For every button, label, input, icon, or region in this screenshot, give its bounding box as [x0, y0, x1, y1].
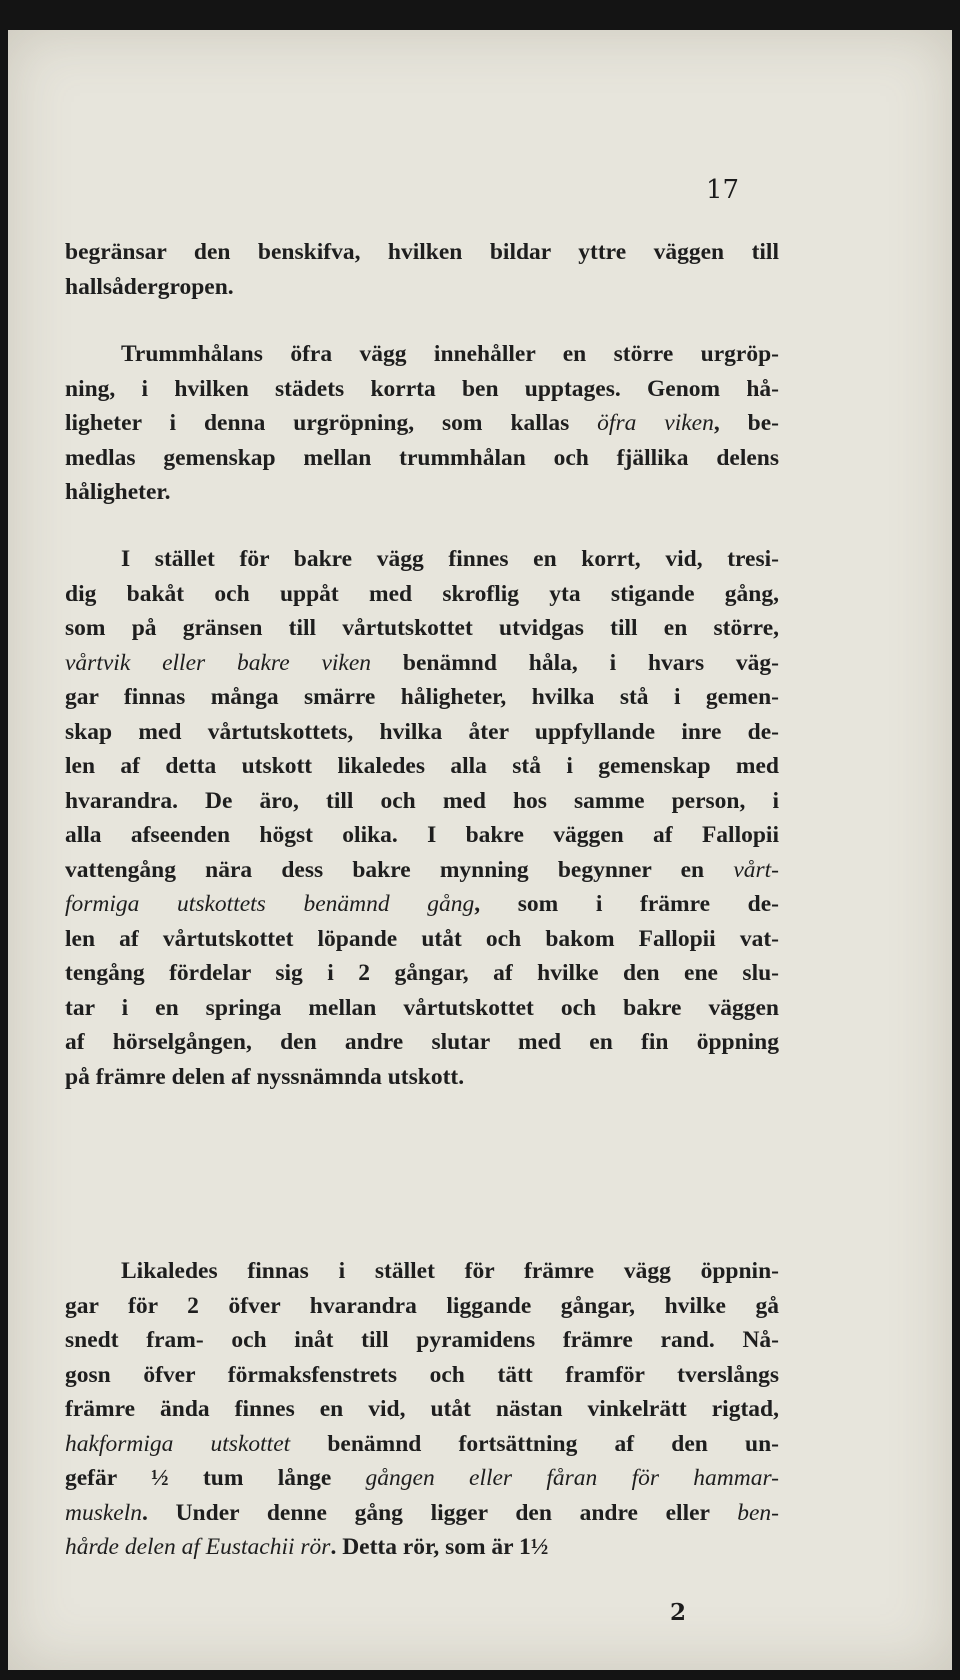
- text-line: [65, 441, 779, 476]
- italic-term: vårt-: [733, 856, 779, 883]
- text-run: tar i en springa mellan vårtutskottet och bakre väggen: [65, 994, 779, 1021]
- text-run: ning, i hvilken städets korrta ben upptages. Genom hå-: [65, 375, 779, 402]
- text-run: af hörselgången, den andre slutar med en fin öppning: [65, 1029, 779, 1055]
- paragraph-3: [65, 542, 779, 1094]
- italic-term: vårtvik eller bakre viken: [65, 649, 372, 676]
- text-run: benämnd fortsättning af den un-: [290, 1430, 779, 1457]
- text-run: håligheter.: [65, 479, 171, 505]
- text-run: . Detta rör, som är 1½: [330, 1534, 549, 1560]
- text-run: dig bakåt och uppåt med skroflig yta stigande gång,: [65, 580, 779, 607]
- text-run: gar för 2 öfver hvarandra liggande gångar, hvilke gå: [65, 1292, 779, 1319]
- text-run: tengång fördelar sig i 2 gångar, af hvilke den ene slu-: [65, 960, 779, 986]
- text-run: skap med vårtutskottets, hvilka åter uppfyllande inre de-: [65, 718, 779, 745]
- paragraph-1: [65, 235, 779, 304]
- text-line: [65, 1358, 779, 1393]
- text-run: vattengång nära dess bakre mynning begynner en: [65, 856, 734, 883]
- text-line: [65, 542, 779, 577]
- text-line: [65, 1060, 779, 1095]
- italic-term: muskeln: [65, 1499, 143, 1526]
- text-line: [65, 1496, 779, 1531]
- italic-term: hårde delen af Eustachii rör: [65, 1534, 331, 1560]
- text-line: [65, 646, 779, 681]
- text-run: Trummhålans öfra vägg innehåller en större urgröp-: [121, 341, 779, 367]
- text-line: [65, 991, 779, 1026]
- text-line: [65, 1025, 779, 1060]
- text-run: snedt fram- och inåt till pyramidens främre rand. Nå-: [65, 1327, 779, 1353]
- text-run: som på gränsen till vårtutskottet utvidgas till en större,: [65, 615, 779, 641]
- text-line: [65, 577, 779, 612]
- text-run: , som i främre de-: [474, 891, 780, 917]
- text-run: Likaledes finnas i stället för främre vägg öppnin-: [121, 1258, 779, 1284]
- text-run: alla afseenden högst olika. I bakre väggen af Fallopii: [65, 822, 779, 848]
- page-number: 17: [706, 175, 740, 205]
- text-run: len af detta utskott likaledes alla stå i gemenskap med: [65, 753, 779, 779]
- paragraph-2: [65, 337, 779, 510]
- text-run: len af vårtutskottet löpande utåt och bakom Fallopii vat-: [65, 925, 779, 952]
- text-line: [65, 235, 779, 270]
- text-line: [65, 887, 779, 922]
- text-line: [65, 1323, 779, 1358]
- text-line: [65, 680, 779, 715]
- text-line: [65, 784, 779, 819]
- text-line: [65, 1254, 779, 1289]
- text-run: hvarandra. De äro, till och med hos samme person, i: [65, 787, 779, 814]
- text-run: gosn öfver förmaksfenstrets och tätt framför tverslångs: [65, 1361, 779, 1388]
- text-run: benämnd håla, i hvars väg-: [371, 649, 780, 676]
- book-page: [8, 30, 952, 1670]
- text-line: [65, 337, 779, 372]
- paragraph-4: [65, 1254, 779, 1565]
- signature-mark: 2: [670, 1599, 687, 1626]
- italic-term: formiga utskottets benämnd gång: [65, 891, 475, 917]
- text-run: gefär ½ tum långe: [65, 1465, 366, 1491]
- text-run: begränsar den benskifva, hvilken bildar yttre väggen till: [65, 239, 779, 265]
- italic-term: ben-: [737, 1499, 779, 1526]
- text-line: [65, 1289, 779, 1324]
- text-line: [65, 1461, 779, 1496]
- italic-term: hakformiga utskottet: [65, 1430, 291, 1457]
- text-line: [65, 715, 779, 750]
- text-run: gar finnas många smärre håligheter, hvilka stå i gemen-: [65, 684, 779, 710]
- text-line: [65, 1427, 779, 1462]
- text-run: medlas gemenskap mellan trummhålan och fjällika delens: [65, 444, 779, 471]
- text-line: [65, 270, 779, 305]
- text-run: hallsådergropen.: [65, 273, 234, 300]
- text-run: , be-: [713, 410, 779, 436]
- text-line: [65, 749, 779, 784]
- text-run: ligheter i denna urgröpning, som kallas: [65, 410, 598, 436]
- text-run: främre ända finnes en vid, utåt nästan vinkelrätt rigtad,: [65, 1396, 779, 1422]
- text-line: [65, 1530, 779, 1565]
- text-run: . Under denne gång ligger den andre eller: [142, 1499, 738, 1526]
- text-run: I stället för bakre vägg finnes en korrt, vid, tresi-: [121, 546, 779, 572]
- text-line: [65, 818, 779, 853]
- text-line: [65, 475, 779, 510]
- text-line: [65, 372, 779, 407]
- text-line: [65, 1392, 779, 1427]
- text-line: [65, 611, 779, 646]
- text-line: [65, 922, 779, 957]
- italic-term: gången eller fåran för hammar-: [365, 1465, 779, 1491]
- text-run: på främre delen af nyssnämnda utskott.: [65, 1063, 465, 1090]
- text-line: [65, 406, 779, 441]
- italic-term: öfra viken: [597, 410, 714, 436]
- text-line: [65, 956, 779, 991]
- text-line: [65, 853, 779, 888]
